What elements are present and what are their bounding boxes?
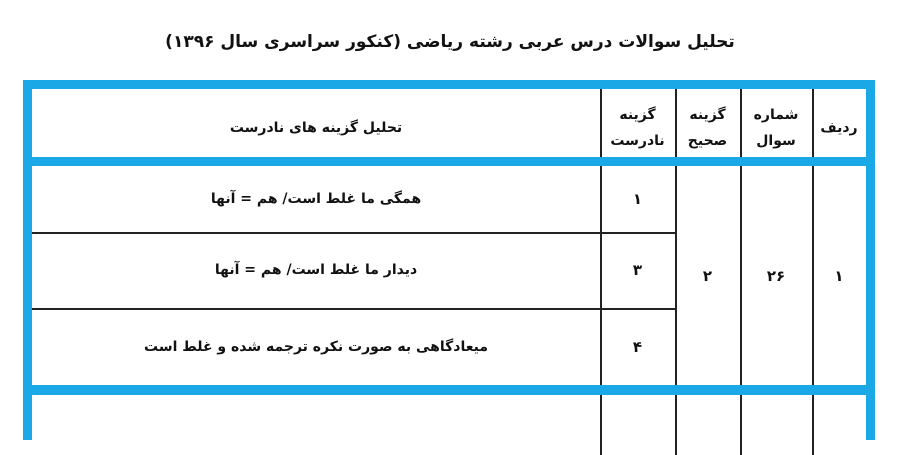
header-divider-band [32,157,866,166]
header-correct-option-line2: صحیح [687,132,728,149]
analysis-cell [32,308,600,385]
row-number: ۱ [834,266,844,285]
question-number-cell [740,166,812,385]
header-wrong-option-line2: نادرست [610,132,665,149]
header-col-divider [675,89,677,157]
group-divider-band [32,385,866,395]
header-wrong-option [600,89,675,166]
header-correct-option [675,89,740,166]
body-col-divider [675,395,677,455]
header-row-label [812,89,866,166]
analysis-cell [32,166,600,232]
wrong-option-cell [600,166,675,232]
header-row-text: ردیف [820,119,858,136]
header-col-divider [812,89,814,157]
wrong-option: ۱ [632,190,643,208]
analysis-table [23,80,875,440]
body-col-divider [600,395,602,455]
header-analysis-text: تحلیل گزینه های نادرست [229,119,403,136]
header-question-number [740,89,812,166]
wrong-option: ۳ [632,261,643,279]
table-body [32,89,866,440]
analysis-text: میعادگاهی به صورت نکره ترجمه شده و غلط است [144,338,488,355]
body-col-divider [740,395,742,455]
analysis-cell [32,232,600,308]
row-number-cell [812,166,866,385]
wrong-option-cell [600,232,675,308]
wrong-option: ۴ [632,337,643,356]
header-question-number-line2: سوال [756,132,796,149]
analysis-text: دیدار ما غلط است/ هم = آنها [214,262,418,278]
header-wrong-option-line1: گزینه [619,106,656,123]
header-analysis [32,89,600,166]
correct-option: ۲ [702,266,713,285]
header-question-number-line1: شماره [753,106,799,123]
correct-option-cell [675,166,740,385]
header-col-divider [740,89,742,157]
body-col-divider [812,395,814,455]
analysis-text: همگی ما غلط است/ هم = آنها [210,191,422,207]
header-col-divider [600,89,602,157]
wrong-option-cell [600,308,675,385]
question-number: ۲۶ [766,266,786,285]
page-title: تحلیل سوالات درس عربی رشته ریاضی (کنکور سراسری سال ۱۳۹۶) [165,32,735,52]
header-correct-option-line1: گزینه [689,106,726,123]
